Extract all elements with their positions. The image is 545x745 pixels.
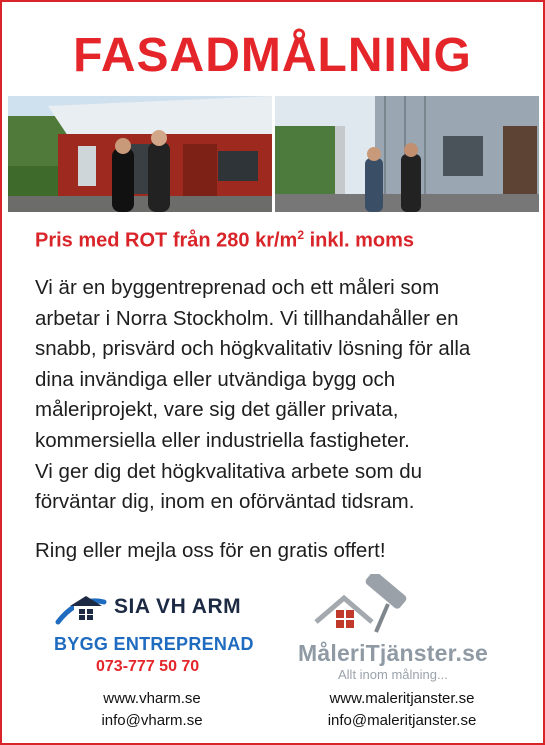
maleritjanster-logo (298, 574, 508, 684)
description-line: arbetar i Norra Stockholm. Vi tillhandahåller en (35, 306, 459, 330)
price-line (35, 228, 414, 253)
description-line: dina invändiga eller utvändiga bygg och (35, 367, 396, 391)
house-paint-roller-icon (306, 574, 426, 644)
contact-right (302, 688, 502, 732)
description-line: snabb, prisvärd och högkvalitativ lösning för alla (35, 337, 471, 361)
call-to-action: Ring eller mejla oss för en gratis offert! (35, 539, 386, 562)
price-unit-superscript: 2 (297, 228, 305, 242)
email-link-maleritjanster[interactable]: info@maleritjanster.se (327, 712, 477, 729)
description-line: Vi ger dig det högkvalitativa arbete som du (35, 459, 423, 483)
price-text: Pris med ROT från 280 kr/m (35, 229, 298, 252)
photo-red-house (8, 96, 272, 212)
sia-company-subtitle: BYGG ENTREPRENAD (54, 634, 254, 654)
contact-left (72, 688, 232, 732)
description-line: kommersiella eller industriella fastigheter. (35, 428, 410, 452)
email-link-vharm[interactable]: info@vharm.se (101, 712, 203, 729)
maleritjanster-name: MåleriTjänster.se (298, 640, 489, 666)
sia-vh-arm-logo (52, 592, 262, 682)
description-line: måleriprojekt, vare sig det gäller privata, (35, 398, 399, 422)
maleritjanster-tagline: Allt inom målning... (338, 667, 448, 682)
description-line: förväntar dig, inom en oförväntad tidsram. (35, 490, 415, 514)
sia-company-name: SIA VH ARM (114, 595, 242, 618)
website-link-maleritjanster[interactable]: www.maleritjanster.se (329, 690, 475, 707)
price-suffix: inkl. moms (304, 229, 415, 252)
website-link-vharm[interactable]: www.vharm.se (103, 690, 201, 707)
photo-gray-house (275, 96, 539, 212)
sia-phone[interactable]: 073-777 50 70 (96, 658, 200, 675)
description (35, 273, 525, 518)
description-line: Vi är en byggentreprenad och ett måleri som (35, 276, 440, 299)
page-title: FASADMÅLNING (73, 29, 472, 82)
house-arc-icon (52, 592, 112, 632)
photo-strip (8, 96, 539, 212)
